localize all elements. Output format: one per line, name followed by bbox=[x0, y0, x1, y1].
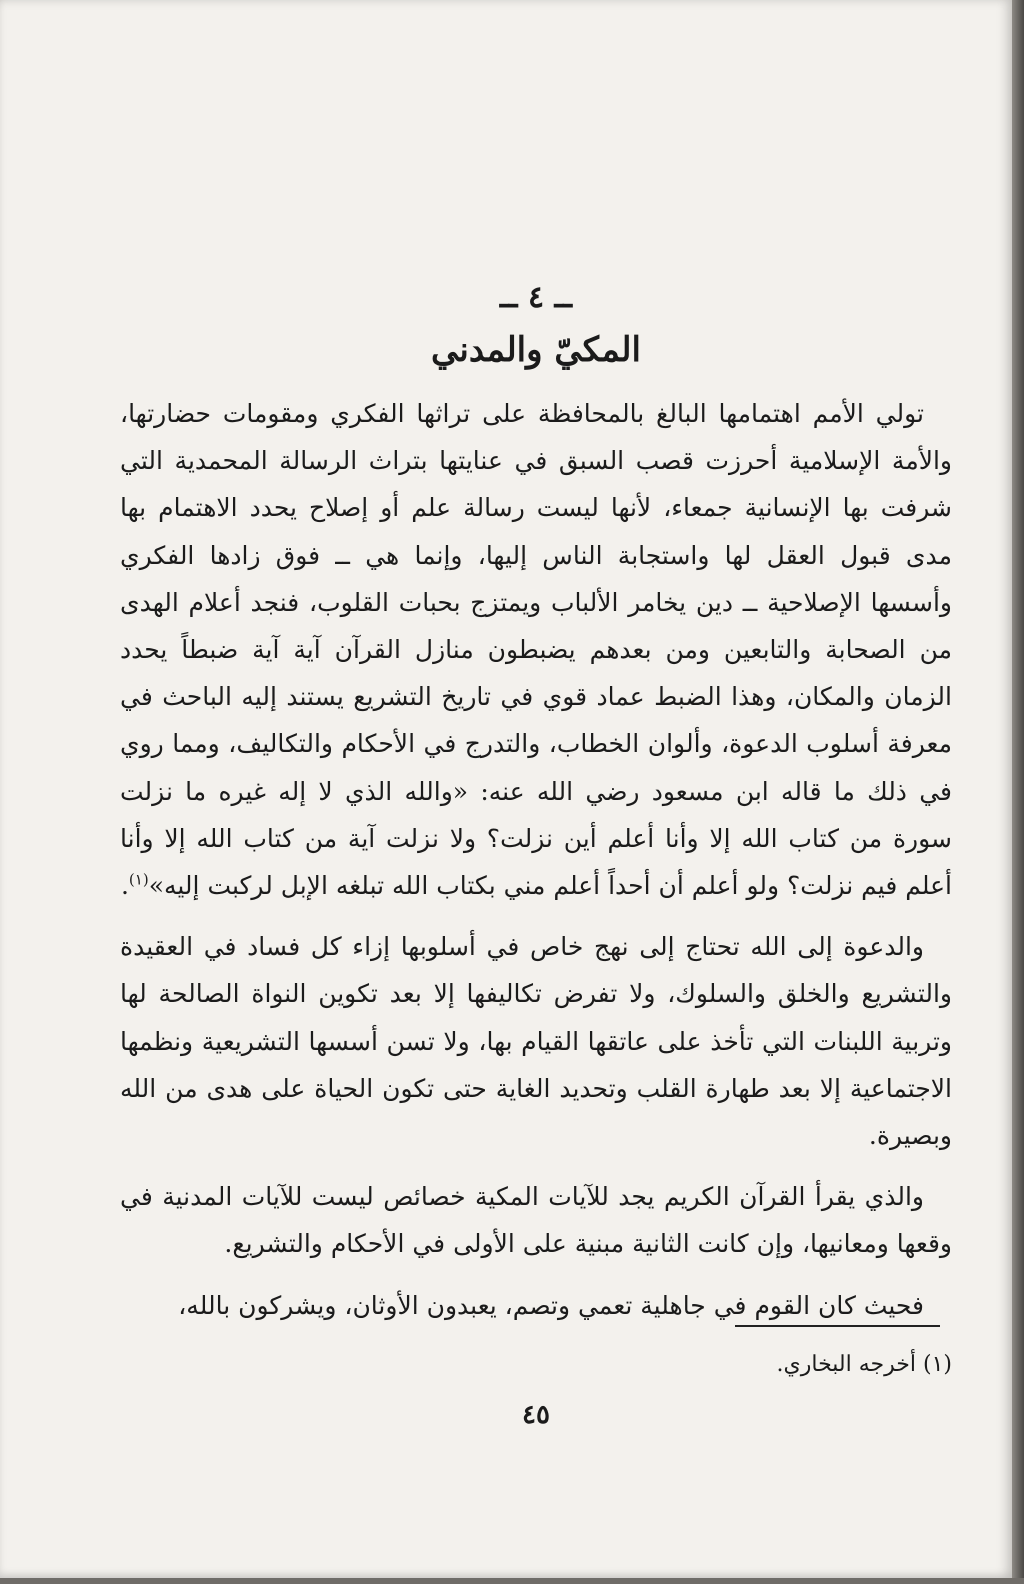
paragraph-2: والدعوة إلى الله تحتاج إلى نهج خاص في أسلوبها إزاء كل فساد في العقيدة والتشريع والخلق والسلوك، ولا تفرض تكاليفها إلا بعد تكوين النواة الصالحة لها وتربية اللبنات التي تأخذ على عاتقها القيام بها، ولا تسن أسسها التشريعية ونظمها الاجتماعية إلا بعد طهارة القلب وتحديد الغاية حتى تكون الحياة على هدى من الله وبصيرة. bbox=[120, 932, 952, 1151]
paragraph-4: فحيث كان القوم في جاهلية تعمي وتصم، يعبدون الأوثان، ويشركون بالله، bbox=[178, 1290, 924, 1320]
page-number: ٤٥ bbox=[522, 1400, 550, 1430]
footnote bbox=[120, 1348, 952, 1382]
page-edge-shadow bbox=[1012, 0, 1024, 1584]
paragraph-1 bbox=[120, 390, 952, 909]
page-bottom-edge bbox=[0, 1578, 1024, 1584]
footnote-reference: (١) bbox=[128, 870, 149, 889]
footnote-text: أخرجه البخاري. bbox=[776, 1352, 916, 1377]
paragraph-1-text: تولي الأمم اهتمامها البالغ بالمحافظة على تراثها الفكري ومقومات حضارتها، والأمة الإسلامية أحرزت قصب السبق في عنايتها بتراث الرسالة المحمدية التي شرفت بها الإنسانية جمعاء، لأنها ليست رسالة علم أو إصلاح يحدد الاهتمام بها مدى قبول العقل لها واستجابة الناس إليها، وإنما هي ــ فوق زادها الفكري وأسسها الإصلاحية ــ دين يخامر الألباب ويمتزج بحبات القلوب، فنجد أعلام الهدى من الصحابة والتابعين ومن بعدهم يضبطون منازل القرآن آية آية ضبطاً يحدد الزمان والمكان، وهذا الضبط عماد قوي في تاريخ التشريع يستند إليه الباحث في معرفة أسلوب الدعوة، وألوان الخطاب، والتدرج في الأحكام والتكاليف، ومما روي في ذلك ما قاله ابن مسعود رضي الله عنه: «والله الذي لا إله غيره ما نزلت سورة من كتاب الله إلا وأنا أعلم أين نزلت؟ ولا نزلت آية من كتاب الله إلا وأنا أعلم فيم نزلت؟ ولو أعلم أن أحداً أعلم مني بكتاب الله تبلغه الإبل لركبت إليه» bbox=[120, 399, 952, 901]
chapter-title: المكيّ والمدني bbox=[431, 330, 641, 370]
chapter-number: ــ ٤ ــ bbox=[499, 280, 573, 315]
footnote-marker: (١) bbox=[922, 1352, 952, 1377]
body-text bbox=[120, 390, 952, 1343]
paragraph-1-tail: . bbox=[120, 871, 129, 901]
footnote-divider bbox=[735, 1325, 940, 1327]
paragraph-3: والذي يقرأ القرآن الكريم يجد للآيات المكية خصائص ليست للآيات المدنية في وقعها ومعانيها، وإن كانت الثانية مبنية على الأولى في الأحكام والتشريع. bbox=[120, 1182, 952, 1259]
